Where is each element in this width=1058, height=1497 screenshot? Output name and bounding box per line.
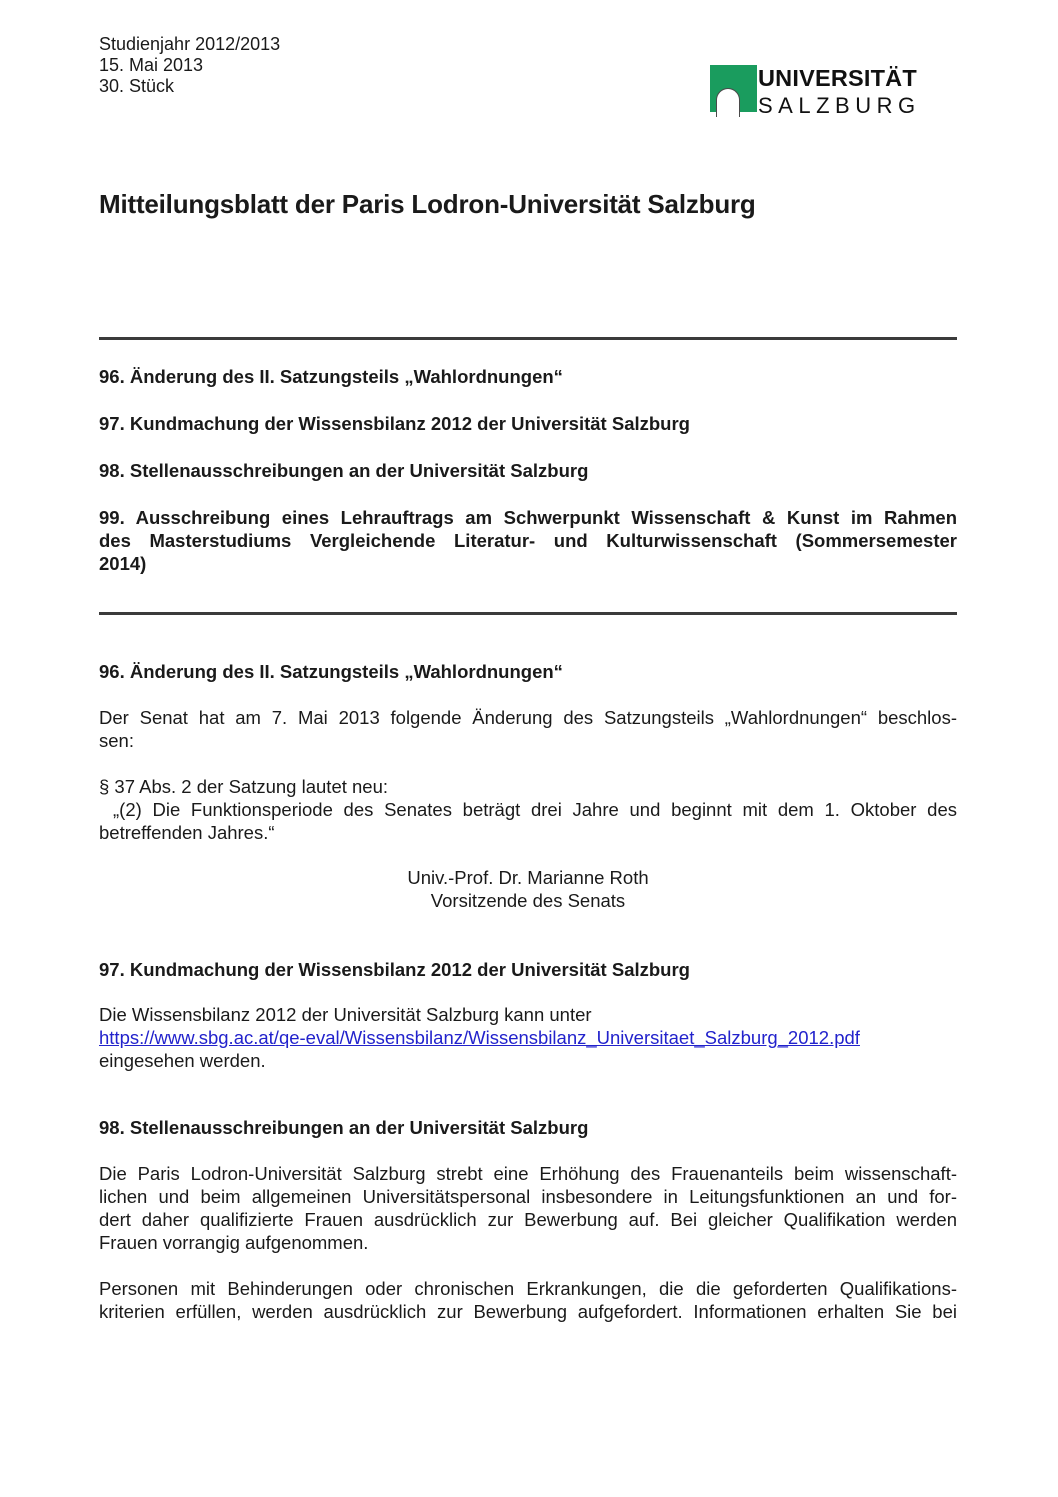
section96-satzung-block: [99, 775, 957, 844]
page-title: Mitteilungsblatt der Paris Lodron-Universität Salzburg: [99, 189, 756, 219]
satzung-intro: § 37 Abs. 2 der Satzung lautet neu:: [99, 776, 389, 797]
divider-bottom: [99, 612, 957, 615]
divider-top: [99, 337, 957, 340]
section96-paragraph: Der Senat hat am 7. Mai 2013 folgende Änderung des Satzungsteils „Wahlordnungen“ beschlos- sen:: [99, 707, 957, 751]
logo-wordmark: [758, 64, 921, 120]
section98-paragraph-2: Personen mit Behinderungen oder chronischen Erkrankungen, die die geforderten Qualifikations- kriterien erfüllen, werden ausdrücklich zur Bewerbung aufgefordert. Informationen erhalten Sie bei: [99, 1278, 957, 1322]
logo-arch-icon: [716, 88, 740, 117]
section96-heading: 96. Änderung des II. Satzungsteils „Wahlordnungen“: [99, 661, 563, 682]
section97-text-before-link: Die Wissensbilanz 2012 der Universität Salzburg kann unter: [99, 1004, 592, 1025]
signature-role: Vorsitzende des Senats: [430, 890, 626, 911]
section98-heading: 98. Stellenausschreibungen an der Universität Salzburg: [99, 1117, 589, 1138]
toc-item-96: 96. Änderung des II. Satzungsteils „Wahlordnungen“: [99, 366, 563, 387]
logo-word-universitaet: UNIVERSITÄT: [758, 65, 917, 91]
logo-word-salzburg: SALZBURG: [758, 93, 921, 118]
section98-paragraph-1: Die Paris Lodron-Universität Salzburg strebt eine Erhöhung des Frauenanteils beim wissenschaft- lichen und beim allgemeinen Universitätspersonal insbesondere in Leitungsfunktionen an und for- dert daher qualifizierte Frauen ausdrücklich zur Bewerbung auf. Bei gleicher Qualifikation werden Frauen vorrangig aufgenommen.: [99, 1163, 957, 1253]
signature-name: Univ.-Prof. Dr. Marianne Roth: [407, 867, 649, 888]
section97-heading: 97. Kundmachung der Wissensbilanz 2012 der Universität Salzburg: [99, 959, 690, 980]
wissensbilanz-pdf-link[interactable]: https://www.sbg.ac.at/qe-eval/Wissensbilanz/Wissensbilanz_Universitaet_Salzburg_2012.pdf: [99, 1027, 860, 1048]
section97-text-after-link: eingesehen werden.: [99, 1050, 266, 1071]
toc-item-97: 97. Kundmachung der Wissensbilanz 2012 der Universität Salzburg: [99, 413, 690, 434]
section97-paragraph: [99, 1003, 957, 1072]
signature-block: [99, 866, 957, 912]
satzung-quote: „(2) Die Funktionsperiode des Senates beträgt drei Jahre und beginnt mit dem 1. Oktober des betreffenden Jahres.“: [99, 799, 957, 843]
logo-green-square: [710, 65, 757, 112]
toc-item-99: 99. Ausschreibung eines Lehrauftrags am Schwerpunkt Wissenschaft & Kunst im Rahmen des Masterstudiums Vergleichende Literatur- und Kulturwissenschaft (Sommersemester 2014): [99, 507, 957, 574]
university-logo: [710, 65, 920, 121]
toc-item-98: 98. Stellenausschreibungen an der Universität Salzburg: [99, 460, 589, 481]
issue-info: Studienjahr 2012/2013 15. Mai 2013 30. Stück: [99, 34, 281, 96]
